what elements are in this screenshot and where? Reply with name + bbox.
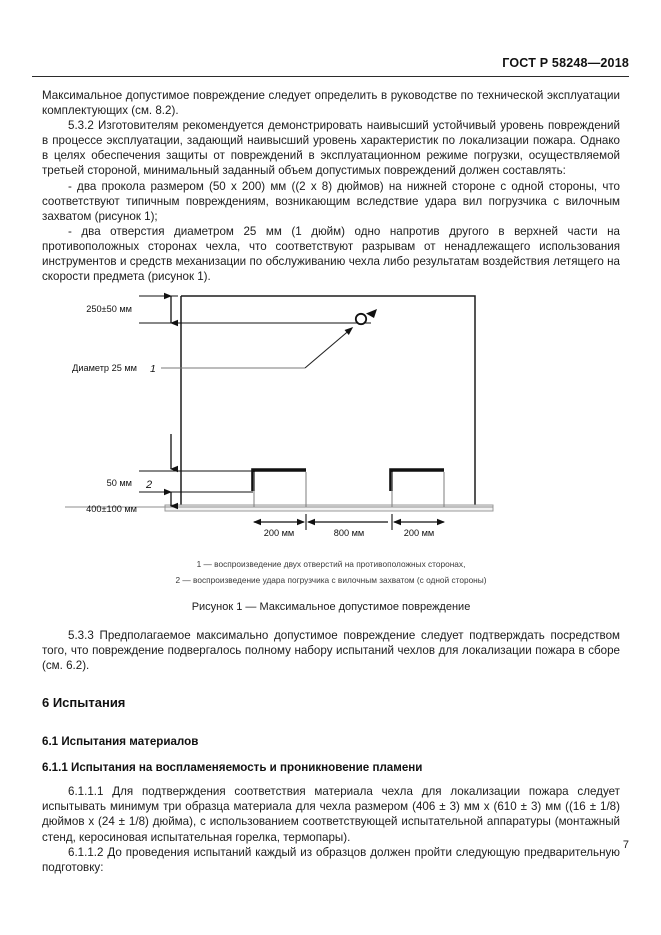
figure-1-technical-drawing xyxy=(42,286,620,536)
dimension-bottom-height xyxy=(86,492,171,514)
paragraph-6-1-1-1: 6.1.1.1 Для подтверждения соответствия материала чехла для локализации пожара следует испытывать минимум три образца материала для чехла размером (406 ± 3) мм х (610 ± 3) мм ((16 ± 1/8) дюймов х (24 ± 1/8) дюйма), с использованием соответствующей испытательной аппаратуры (монтажный стенд, керосиновая испытательная горелка, термопары). xyxy=(42,785,620,844)
hole-callout-1 xyxy=(72,309,377,375)
bullet-item-2: - два отверстия диаметром 25 мм (1 дюйм) одно напротив другого в верхней части на противоположных сторонах чехла, что соответствуют разрывам от ненадлежащего использования инструментов и средств механизации по обслуживанию чехла либо результатам воздействия летящего на скорости предмета (рисунок 1). xyxy=(42,224,620,284)
figure-legend-1: 1 — воспроизведение двух отверстий на противоположных сторонах, xyxy=(196,559,466,569)
container-outline xyxy=(181,296,475,508)
label-bottom-height: 400±100 мм xyxy=(86,504,137,514)
label-hole-diameter: Диаметр 25 мм xyxy=(72,363,137,373)
label-dim-center: 800 мм xyxy=(333,528,365,536)
label-dim-left: 200 мм xyxy=(263,528,295,536)
puncture-slot-right xyxy=(391,470,444,507)
puncture-slot-left xyxy=(253,470,306,507)
paragraph-5-3-3: 5.3.3 Предполагаемое максимально допустимое повреждение следует подтверждать посредством того, что повреждение подвергалось полному набору испытаний чехлов для локализации пожара в сборе (см. 6.2). xyxy=(42,629,620,673)
label-top-height: 250±50 мм xyxy=(86,304,132,314)
figure-title: Рисунок 1 — Максимальное допустимое повреждение xyxy=(191,601,471,613)
paragraph-continuation: Максимальное допустимое повреждение следует определить в руководстве по технической эксплуатации комплектующих (см. 8.2). xyxy=(42,89,620,118)
dimension-slot-height xyxy=(107,434,253,492)
paragraph-5-3-2: 5.3.2 Изготовителям рекомендуется демонстрировать наивысший устойчивый уровень повреждений в процессе эксплуатации, задающий наивысший уровень характеристик по локализации пожара. Однако в целях обеспечения защиты от повреждений в эксплуатационном режиме погрузки, осуществляемой третьей стороной, минимальный заданный объем допустимых повреждений должен составлять: xyxy=(42,119,620,178)
label-slot-height: 50 мм xyxy=(106,478,132,488)
bullet-item-1: - два прокола размером (50 x 200) мм ((2 x 8) дюймов) на нижней стороне с одной стороны, что соответствуют типичным повреждениям, возникающим вследствие удара вил погрузчика с вилочным захватом (рисунок 1); xyxy=(42,179,620,223)
label-callout-2: 2 xyxy=(146,479,153,491)
dimension-row-bottom xyxy=(254,514,444,536)
heading-section-6: 6 Испытания xyxy=(42,695,126,711)
dimension-top-height xyxy=(86,296,371,323)
hole-symbol xyxy=(356,314,366,324)
header-divider xyxy=(32,76,629,77)
document-body-lower xyxy=(42,628,620,875)
label-dim-right: 200 мм xyxy=(403,528,435,536)
heading-section-6-1-1: 6.1.1 Испытания на воспламеняемость и проникновение пламени xyxy=(42,761,423,775)
heading-section-6-1: 6.1 Испытания материалов xyxy=(42,735,199,749)
hole-arrow-upper xyxy=(366,309,377,318)
paragraph-6-1-1-2: 6.1.1.2 До проведения испытаний каждый из образцов должен пройти следующую предварительную подготовку: xyxy=(42,845,620,874)
page-header-standard-id: ГОСТ Р 58248—2018 xyxy=(502,56,629,70)
label-callout-1: 1 xyxy=(150,363,156,375)
document-body xyxy=(42,88,620,284)
figure-1 xyxy=(42,286,620,616)
figure-legend-2: 2 — воспроизведение удара погрузчика с вилочным захватом (с одной стороны) xyxy=(175,575,487,585)
page-number: 7 xyxy=(622,839,629,851)
